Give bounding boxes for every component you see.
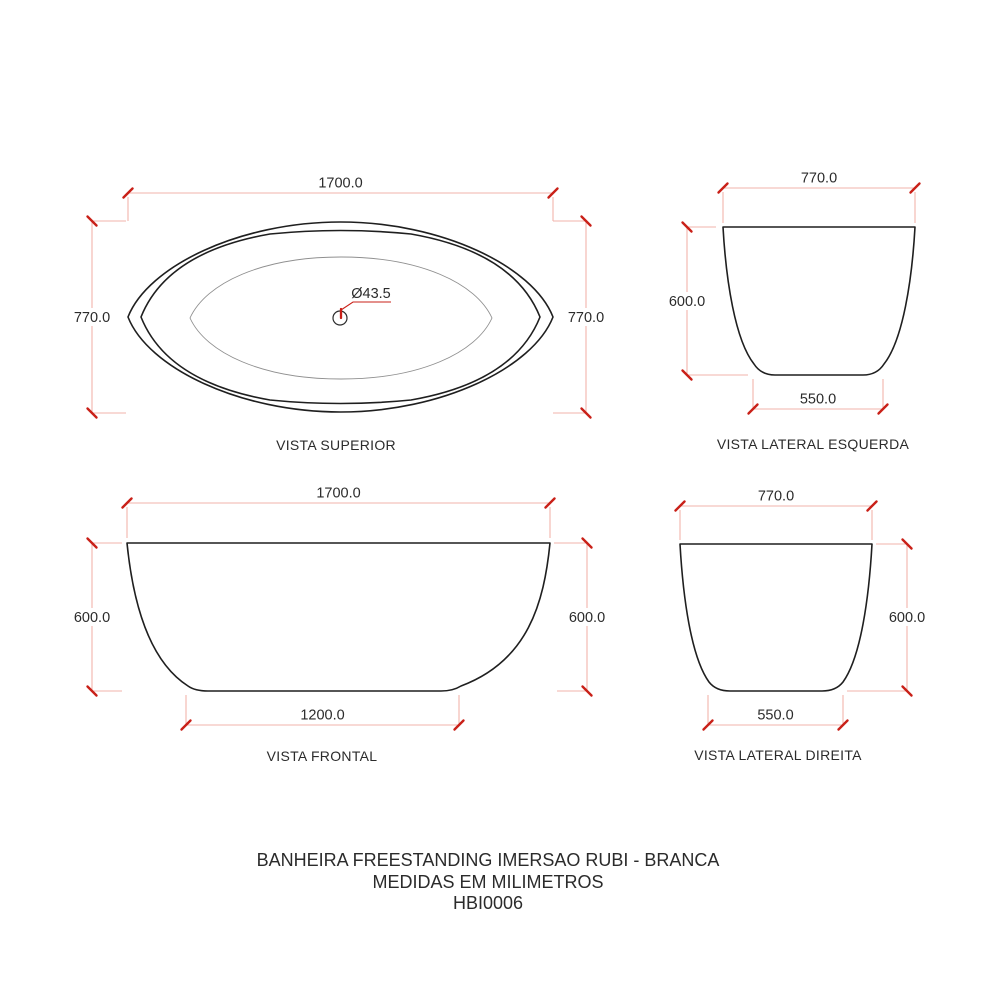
frontal-caption: VISTA FRONTAL [266, 748, 378, 764]
view-lateral-direita [676, 489, 931, 764]
esquerda-dim-bottom-label: 550.0 [799, 391, 837, 408]
tub-left-side-outline [723, 227, 915, 375]
superior-dim-top-label: 1700.0 [318, 175, 363, 192]
view-lateral-esquerda [664, 171, 920, 453]
frontal-dim-right-label: 600.0 [568, 610, 606, 626]
units-note: MEDIDAS EM MILIMETROS [372, 872, 604, 892]
tub-front-outline [127, 543, 550, 691]
superior-caption: VISTA SUPERIOR [276, 437, 396, 453]
superior-dim-right-label: 770.0 [567, 310, 605, 326]
view-frontal [69, 486, 610, 765]
product-name: BANHEIRA FREESTANDING IMERSAO RUBI - BRANCA [256, 850, 720, 870]
product-code: HBI0006 [452, 893, 524, 913]
drain-diameter-label: Ø43.5 [351, 286, 391, 302]
frontal-dim-top-label: 1700.0 [316, 485, 361, 502]
view-superior [69, 176, 609, 454]
direita-dim-right-label: 600.0 [888, 610, 926, 626]
direita-dim-top-label: 770.0 [757, 488, 795, 505]
frontal-dim-left-label: 600.0 [73, 610, 111, 626]
title-block [257, 850, 720, 913]
frontal-dim-bottom-label: 1200.0 [300, 707, 345, 724]
esquerda-dim-top-label: 770.0 [800, 170, 838, 187]
tub-right-side-outline [680, 544, 872, 691]
superior-dim-left-label: 770.0 [73, 310, 111, 326]
esquerda-caption: VISTA LATERAL ESQUERDA [716, 436, 910, 452]
direita-dim-bottom-label: 550.0 [757, 707, 794, 724]
direita-caption: VISTA LATERAL DIREITA [694, 747, 862, 763]
esquerda-dim-left-label: 600.0 [668, 294, 706, 310]
drain-leader-line [341, 302, 391, 310]
